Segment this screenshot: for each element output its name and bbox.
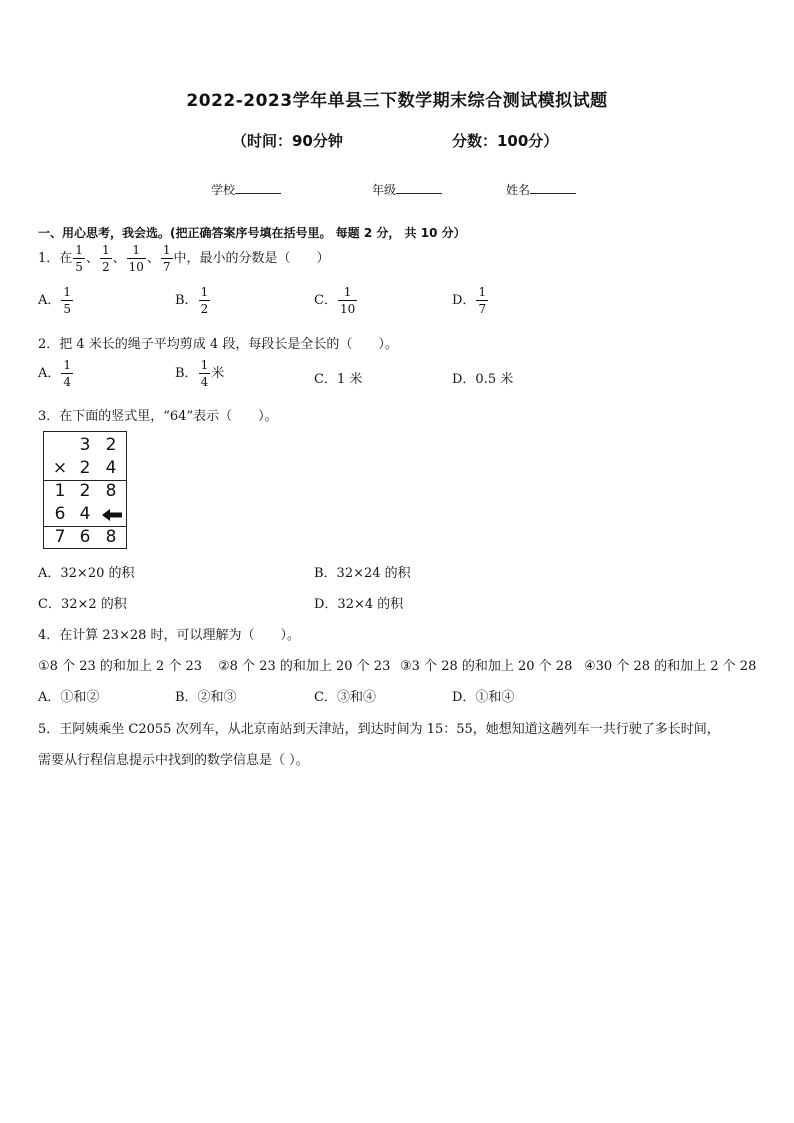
question-4: 4．在计算 23×28 时，可以理解为（ ）。 (38, 628, 301, 643)
grade-label: 年级 (372, 183, 397, 197)
q2-option-a[interactable]: A． $\frac{1}{4}$ (38, 358, 72, 389)
page-title: 2022-2023学年单县三下数学期末综合测试模拟试题 (186, 91, 608, 111)
name-field[interactable] (506, 181, 576, 198)
q3-option-c[interactable]: C．32×2 的积 (38, 597, 127, 612)
q1-suffix: 中，最小的分数是（ ） (173, 251, 330, 266)
q3-option-a[interactable]: A．32×20 的积 (38, 566, 135, 581)
q2-option-b[interactable]: B． $\frac{1}{4}$ 米 (175, 358, 225, 389)
calc-row-2: × 2 4 (52, 458, 117, 478)
calc-row-4: 6 4 (44, 503, 126, 526)
q1-option-c[interactable]: C． $\frac{1}{10}$ (314, 285, 356, 316)
section-1-heading: 一、用心思考，我会选。(把正确答案序号填在括号里。 每题 2 分， 共 10 分） (38, 226, 466, 240)
question-3: 3．在下面的竖式里，“64”表示（ ）。 (38, 409, 278, 424)
q2-option-d[interactable]: D．0.5 米 (452, 372, 514, 387)
exam-score: 分数：100分） (452, 132, 559, 150)
question-5-line-2: 需要从行程信息提示中找到的数学信息是（ ）。 (38, 753, 309, 768)
q2-option-c[interactable]: C．1 米 (314, 372, 363, 387)
school-field[interactable] (211, 181, 281, 198)
q1-option-d[interactable]: D． $\frac{1}{7}$ (452, 285, 487, 316)
q4-item-3: ③3 个 28 的和加上 20 个 28 (400, 659, 573, 674)
calc-row-1: 3 2 (79, 435, 117, 455)
calc-row-5: 7 6 8 (54, 527, 117, 547)
q4-option-a[interactable]: A．①和② (38, 690, 100, 705)
question-1: 1．在 $\frac{1}{5}$ 、 $\frac{1}{2}$ 、 $\frac{1}{10}$ 、 $\frac{1}{7}$ 中，最小的分数是（ ） (38, 243, 330, 274)
fraction: $\frac{1}{2}$ (101, 243, 110, 274)
question-2: 2．把 4 米长的绳子平均剪成 4 段，每段长是全长的（ ）。 (38, 337, 398, 352)
grade-blank[interactable] (396, 182, 442, 194)
question-5-line-1: 5．王阿姨乘坐 C2055 次列车，从北京南站到天津站，到达时间为 15：55，她想知道这趟列车一共行驶了多长时间， (38, 722, 720, 737)
name-blank[interactable] (530, 182, 576, 194)
fraction: $\frac{1}{10}$ (128, 243, 144, 274)
q4-item-4: ④30 个 28 的和加上 2 个 28 (584, 659, 757, 674)
name-label: 姓名 (506, 183, 531, 197)
school-label: 学校 (211, 183, 236, 197)
q3-option-b[interactable]: B．32×24 的积 (314, 566, 411, 581)
q3-option-d[interactable]: D．32×4 的积 (314, 597, 404, 612)
q4-option-c[interactable]: C．③和④ (314, 690, 376, 705)
grade-field[interactable] (372, 181, 442, 198)
left-arrow-icon (102, 509, 122, 521)
q4-item-1: ①8 个 23 的和加上 2 个 23 (38, 659, 203, 674)
q1-option-b[interactable]: B． $\frac{1}{2}$ (175, 285, 209, 316)
school-blank[interactable] (235, 182, 281, 194)
q1-option-a[interactable]: A． $\frac{1}{5}$ (38, 285, 72, 316)
q1-prefix: 1．在 (38, 251, 73, 266)
calc-row-3: 1 2 8 (54, 481, 117, 501)
fraction: $\frac{1}{5}$ (75, 243, 83, 274)
q4-option-b[interactable]: B．②和③ (175, 690, 237, 705)
fraction: $\frac{1}{7}$ (162, 243, 171, 274)
vertical-multiplication (43, 431, 127, 549)
q4-option-d[interactable]: D．①和④ (452, 690, 515, 705)
exam-time: （时间：90分钟 (232, 132, 343, 150)
q4-item-2: ②8 个 23 的和加上 20 个 23 (218, 659, 391, 674)
